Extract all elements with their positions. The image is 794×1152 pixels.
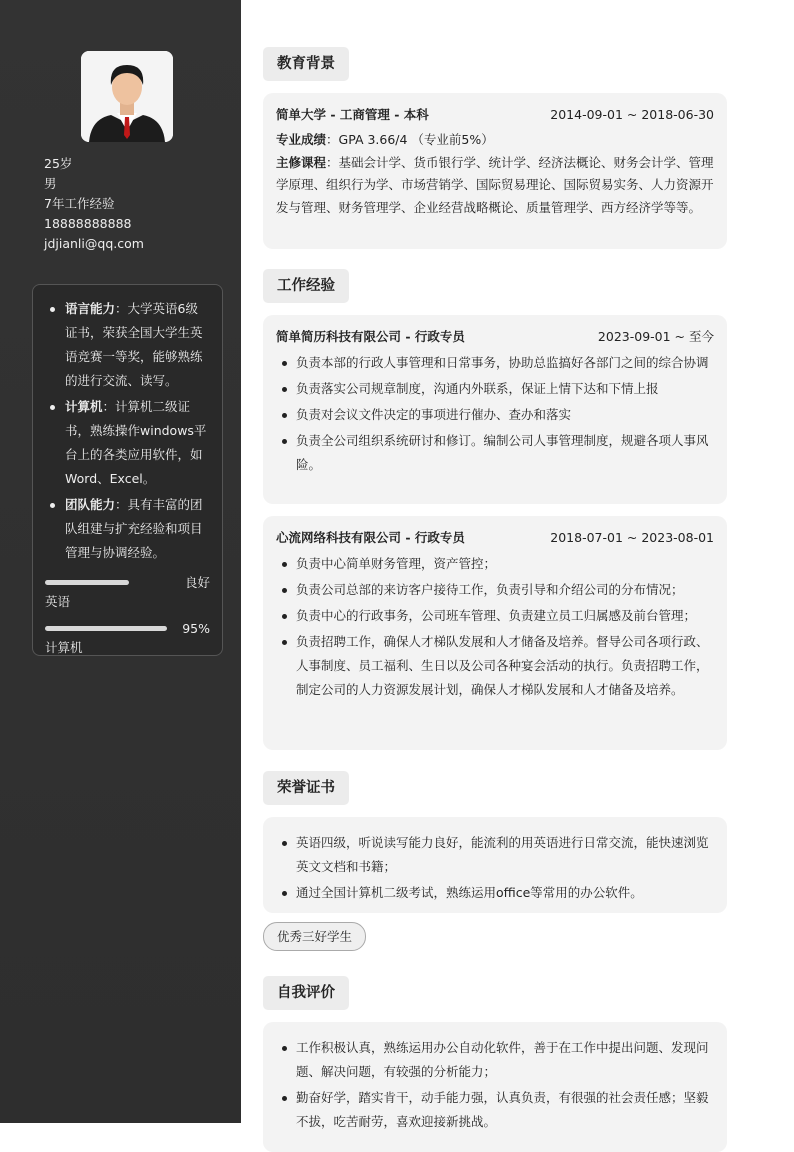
level-text: 良好 — [184, 575, 210, 590]
job-card — [263, 315, 727, 504]
list-item: 负责落实公司规章制度，沟通内外联系，保证上情下达和下情上报 — [276, 377, 714, 401]
list-item: 通过全国计算机二级考试，熟练运用office等常用的办公软件。 — [276, 881, 714, 905]
language-name: 英语 — [45, 594, 71, 609]
list-item: 负责中心的行政事务，公司班车管理、负责建立员工归属感及前台管理； — [276, 604, 714, 628]
gender: 男 — [44, 176, 57, 191]
skill-item — [45, 493, 210, 565]
level-bar-fill — [45, 626, 167, 631]
level-bar — [45, 626, 173, 631]
skill-item — [45, 297, 210, 393]
self-evaluation-card — [263, 1022, 727, 1152]
level-bar-fill — [45, 580, 129, 585]
gpa-label: 专业成绩 — [276, 132, 327, 147]
section-heading-work: 工作经验 — [263, 269, 349, 303]
phone: 18888888888 — [44, 216, 132, 231]
contact-info — [44, 154, 144, 254]
list-item: 勤奋好学，踏实肯干，动手能力强，认真负责，有很强的社会责任感；坚毅不拔，吃苦耐劳，喜欢迎接新挑战。 — [276, 1086, 714, 1134]
section-heading-education: 教育背景 — [263, 47, 349, 81]
skills-panel — [32, 284, 223, 656]
experience: 7年工作经验 — [44, 196, 115, 211]
list-item: 负责本部的行政人事管理和日常事务，协助总监搞好各部门之间的综合协调 — [276, 351, 714, 375]
education-date: 2014-09-01 ~ 2018-06-30 — [550, 107, 714, 122]
section-heading-honors: 荣誉证书 — [263, 771, 349, 805]
language-level — [45, 573, 210, 591]
skill-text: ：计算机二级证书，熟练操作windows平台上的各类应用软件，如Word、Excel。 — [65, 399, 207, 486]
honor-tag: 优秀三好学生 — [263, 922, 366, 951]
skill-text: ：大学英语6级证书，荣获全国大学生英语竞赛一等奖，能够熟练的进行交流、读写。 — [65, 301, 203, 388]
list-item: 负责对会议文件决定的事项进行催办、查办和落实 — [276, 403, 714, 427]
list-item: 负责公司总部的来访客户接待工作，负责引导和介绍公司的分布情况； — [276, 578, 714, 602]
job-card — [263, 516, 727, 750]
sidebar — [0, 0, 241, 1123]
email: jdjianli@qq.com — [44, 236, 144, 251]
avatar — [81, 51, 173, 142]
courses-label: 主修课程 — [276, 154, 327, 170]
skill-title: 团队能力 — [65, 497, 116, 512]
job-date: 2018-07-01 ~ 2023-08-01 — [550, 530, 714, 545]
job-date: 2023-09-01 ~ 至今 — [597, 329, 714, 344]
language-level — [45, 619, 210, 637]
honors-card — [263, 817, 727, 913]
list-item: 工作积极认真，熟练运用办公自动化软件，善于在工作中提出问题、发现问题、解决问题，有较强的分析能力； — [276, 1036, 714, 1084]
section-heading-self-evaluation: 自我评价 — [263, 976, 349, 1010]
level-bar — [45, 580, 173, 585]
skill-text: ：具有丰富的团队组建与扩充经验和项目管理与协调经验。 — [65, 497, 203, 560]
age: 25岁 — [44, 156, 73, 171]
list-item: 负责招聘工作，确保人才梯队发展和人才储备及培养。督导公司各项行政、人事制度、员工福利、生日以及公司各种宴会活动的执行。负责招聘工作，制定公司的人力资源发展计划，确保人才梯队发展和人才储备及培养。 — [276, 630, 714, 702]
level-text: 95% — [182, 620, 210, 636]
education-title: 简单大学 - 工商管理 - 本科 — [276, 107, 429, 122]
gpa-value: ：GPA 3.66/4 （专业前5%） — [326, 132, 494, 147]
skill-title: 计算机 — [65, 399, 103, 414]
courses-value: ：基础会计学、货币银行学、统计学、经济法概论、财务会计学、管理学原理、组织行为学、市场营销学、国际贸易理论、国际贸易实务、人力资源开发与管理、财务管理学、企业经营战略概论、质量管理学、西方经济学等等。 — [276, 154, 714, 215]
skill-title: 语言能力 — [65, 301, 116, 316]
language-name: 计算机 — [45, 640, 83, 655]
job-title: 心流网络科技有限公司 - 行政专员 — [276, 530, 465, 545]
education-card — [263, 93, 727, 249]
job-title: 简单简历科技有限公司 - 行政专员 — [276, 329, 465, 344]
list-item: 负责中心简单财务管理，资产管控； — [276, 552, 714, 576]
skill-item — [45, 395, 210, 491]
list-item: 负责全公司组织系统研讨和修订。编制公司人事管理制度，规避各项人事风险。 — [276, 429, 714, 477]
list-item: 英语四级，听说读写能力良好，能流利的用英语进行日常交流，能快速浏览英文文档和书籍； — [276, 831, 714, 879]
